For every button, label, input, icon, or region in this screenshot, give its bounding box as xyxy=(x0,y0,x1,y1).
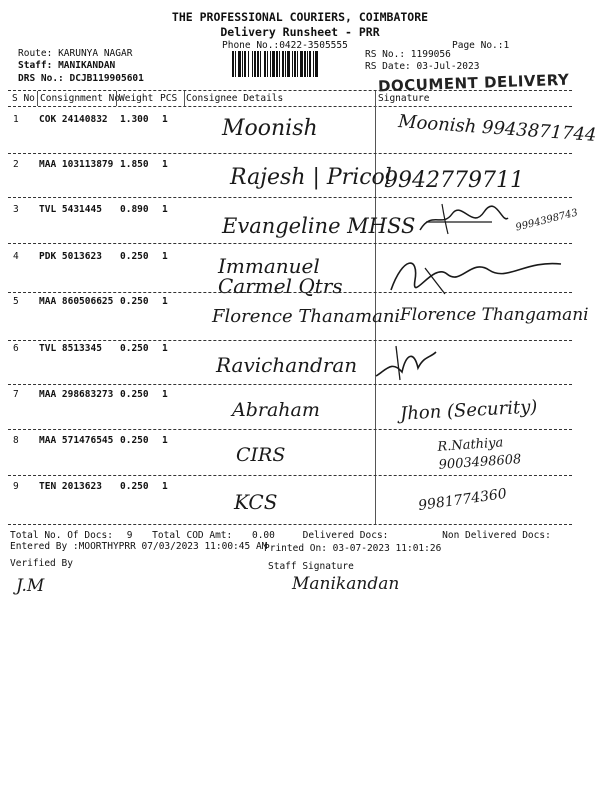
signature-scribble xyxy=(372,342,442,386)
row-pcs: 1 xyxy=(162,435,168,446)
barcode-bar xyxy=(257,51,259,77)
row-consignment: PDK 5013623 xyxy=(39,251,102,262)
table-bottom-rule xyxy=(8,524,572,525)
column-separator xyxy=(184,91,185,106)
barcode-bar xyxy=(235,51,236,77)
barcode-bar xyxy=(297,51,298,77)
row-pcs: 1 xyxy=(162,343,168,354)
entered-by: Entered By :MOORTHYPRR 07/03/2023 11:00:45 AM xyxy=(10,541,268,552)
row-weight: 0.250 xyxy=(120,343,149,354)
barcode-bar xyxy=(252,51,253,77)
staff-row xyxy=(18,60,115,71)
staff-value: MANIKANDAN xyxy=(58,60,116,71)
table-top-rule xyxy=(8,90,572,91)
barcode-bar xyxy=(248,51,249,77)
row-rule xyxy=(8,429,572,430)
column-header-weight: Weight xyxy=(119,93,154,104)
barcode-bar xyxy=(285,51,286,77)
column-header-consignment: Consignment No xyxy=(40,93,121,104)
barcode-bar xyxy=(232,51,234,77)
route-row xyxy=(18,48,132,59)
signature-scribble xyxy=(412,200,512,240)
row-consignment: COK 24140832 xyxy=(39,114,108,125)
row-pcs: 1 xyxy=(162,389,168,400)
row-consignee: Moonish xyxy=(222,116,318,141)
row-consignment: MAA 298683273 xyxy=(39,389,114,400)
rs-date-row xyxy=(365,61,479,72)
barcode-bar xyxy=(313,51,314,77)
column-header-signature: Signature xyxy=(378,93,430,104)
barcode-bar xyxy=(292,51,293,77)
printed-on: Printed On: 03-07-2023 11:01:26 xyxy=(264,543,442,554)
barcode-bar xyxy=(238,51,241,77)
delivered-label: Delivered Docs: xyxy=(302,530,389,541)
barcode-bar xyxy=(300,51,303,77)
column-header-consignee: Consignee Details xyxy=(186,93,284,104)
row-signature: 9981774360 xyxy=(417,485,508,515)
row-pcs: 1 xyxy=(162,159,168,170)
drs-label: DRS No.: xyxy=(18,73,64,84)
row-signature: Florence Thangamani xyxy=(400,305,589,325)
rs-date-value: 03-Jul-2023 xyxy=(416,61,480,72)
row-rule xyxy=(8,475,572,476)
row-signature: R.Nathiya 9003498608 xyxy=(436,435,522,473)
row-rule xyxy=(8,153,572,154)
row-consignment: MAA 860506625 xyxy=(39,296,114,307)
row-sno: 4 xyxy=(13,251,19,262)
barcode-graphic xyxy=(232,51,358,77)
signature-scribble xyxy=(385,250,565,298)
verified-by-label: Verified By xyxy=(10,558,73,569)
rs-number-label: RS No.: xyxy=(365,49,406,60)
barcode-bar xyxy=(279,51,280,77)
barcode-bar xyxy=(244,51,246,77)
row-sno: 7 xyxy=(13,389,19,400)
row-sno: 9 xyxy=(13,481,19,492)
cod-value: 0.00 xyxy=(251,530,275,541)
row-pcs: 1 xyxy=(162,204,168,215)
barcode-bar xyxy=(270,51,271,77)
row-sno: 8 xyxy=(13,435,19,446)
rs-number-row xyxy=(365,49,451,60)
staff-signature: Manikandan xyxy=(292,574,400,594)
phone-number: Phone No.:0422-3505555 xyxy=(222,40,348,51)
total-docs-label: Total No. Of Docs: xyxy=(10,530,113,541)
row-consignee: KCS xyxy=(234,490,278,514)
total-docs-value: 9 xyxy=(126,530,133,541)
staff-label: Staff: xyxy=(18,60,53,71)
verified-signature: J.M xyxy=(16,576,45,596)
row-weight: 0.250 xyxy=(120,435,149,446)
row-signature: 9942779711 xyxy=(384,168,524,193)
row-consignee: Abraham xyxy=(232,399,320,421)
barcode-bar xyxy=(287,51,290,77)
row-sno: 2 xyxy=(13,159,19,170)
row-weight: 1.300 xyxy=(120,114,149,125)
row-consignee: Rajesh | Pricol xyxy=(230,165,392,190)
row-sno: 5 xyxy=(13,296,19,307)
barcode-bar xyxy=(267,51,268,77)
row-signature: Jhon (Security) xyxy=(399,396,538,425)
barcode-bar xyxy=(307,51,308,77)
row-weight: 0.250 xyxy=(120,481,149,492)
row-pcs: 1 xyxy=(162,251,168,262)
row-weight: 0.250 xyxy=(120,296,149,307)
row-signature: 9994398743 xyxy=(514,207,580,234)
barcode-bar xyxy=(315,51,318,77)
staff-signature-label: Staff Signature xyxy=(268,561,354,572)
row-consignment: TEN 2013623 xyxy=(39,481,102,492)
row-consignee: CIRS xyxy=(236,444,286,466)
document-delivery-stamp: DOCUMENT DELIVERY xyxy=(377,70,570,96)
row-weight: 1.850 xyxy=(120,159,149,170)
column-header-sno: S No xyxy=(12,93,35,104)
barcode-bar xyxy=(282,51,284,77)
row-signature: Moonish 9943871744 xyxy=(397,111,598,146)
barcode-bar xyxy=(304,51,306,77)
drs-value: DCJB119905601 xyxy=(69,73,144,84)
rs-number-value: 1199056 xyxy=(410,49,451,60)
row-rule xyxy=(8,243,572,244)
company-name: THE PROFESSIONAL COURIERS, COIMBATORE xyxy=(171,10,429,24)
row-weight: 0.250 xyxy=(120,389,149,400)
row-consignee: Ravichandran xyxy=(216,353,358,377)
row-weight: 0.890 xyxy=(120,204,149,215)
barcode-bar xyxy=(242,51,243,77)
page-number: Page No.:1 xyxy=(452,40,510,51)
barcode-bar xyxy=(254,51,256,77)
column-header-pcs: PCS xyxy=(160,93,178,104)
row-rule xyxy=(8,292,572,293)
header-rule xyxy=(8,106,572,107)
row-consignee: Florence Thanamani xyxy=(212,306,401,327)
row-rule xyxy=(8,340,572,341)
cod-label: Total COD Amt: xyxy=(152,530,233,541)
row-consignee: Evangeline MHSS xyxy=(222,214,416,238)
row-rule xyxy=(8,384,572,385)
row-pcs: 1 xyxy=(162,481,168,492)
barcode-bar xyxy=(264,51,266,77)
route-label: Route: xyxy=(18,48,53,59)
barcode-bar xyxy=(276,51,278,77)
row-sno: 1 xyxy=(13,114,19,125)
rs-date-label: RS Date: xyxy=(365,61,411,72)
row-consignment: TVL 8513345 xyxy=(39,343,102,354)
column-separator xyxy=(116,91,117,106)
row-sno: 6 xyxy=(13,343,19,354)
barcode-bar xyxy=(272,51,275,77)
drs-row xyxy=(18,73,144,84)
row-pcs: 1 xyxy=(162,114,168,125)
row-pcs: 1 xyxy=(162,296,168,307)
barcode-bar xyxy=(294,51,296,77)
row-consignment: MAA 103113879 xyxy=(39,159,114,170)
column-separator xyxy=(37,91,38,106)
barcode-bar xyxy=(260,51,261,77)
route-value: KARUNYA NAGAR xyxy=(58,48,133,59)
row-weight: 0.250 xyxy=(120,251,149,262)
row-sno: 3 xyxy=(13,204,19,215)
totals-row xyxy=(10,530,551,541)
row-rule xyxy=(8,197,572,198)
barcode-bar xyxy=(309,51,311,77)
row-consignee: Immanuel Carmel Qtrs xyxy=(218,254,343,298)
non-delivered-label: Non Delivered Docs: xyxy=(442,530,551,541)
row-consignment: MAA 571476545 xyxy=(39,435,114,446)
document-title: Delivery Runsheet - PRR xyxy=(220,25,380,39)
row-consignment: TVL 5431445 xyxy=(39,204,102,215)
